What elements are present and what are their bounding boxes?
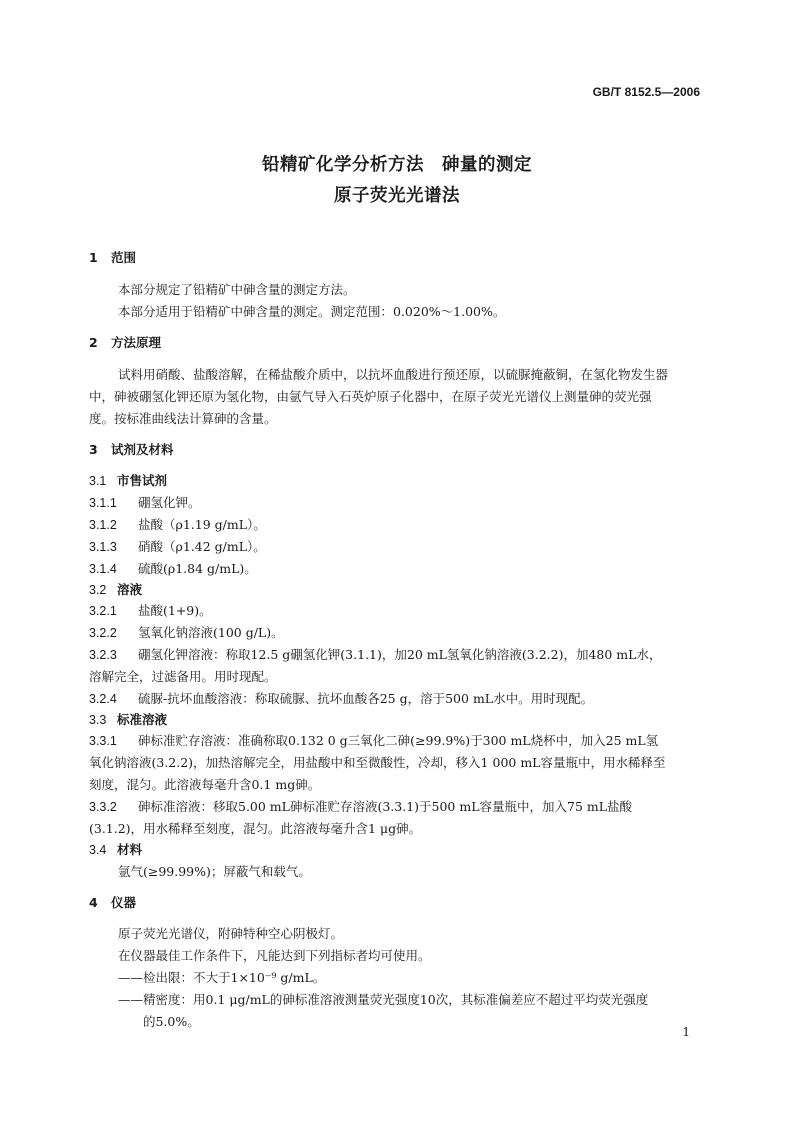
section-number: 2 [89,335,98,350]
subsection-3-2 [89,584,142,597]
item-3-2-2 [89,627,284,640]
item-3-3-1 [89,735,658,748]
section-title: 试剂及材料 [111,442,174,457]
section-title: 方法原理 [111,335,162,350]
paragraph-line: 试料用硝酸、盐酸溶解，在稀盐酸介质中，以抗坏血酸进行预还原，以硫脲掩蔽铜，在氢化物发生器 [118,367,669,382]
item-continuation: (3.1.2)，用水稀释至刻度，混匀。此溶液每毫升含1 μg砷。 [89,821,422,836]
subsection-3-3 [89,714,167,727]
section-4-heading [89,897,136,910]
page-title: 铅精矿化学分析方法 砷量的测定 [262,155,532,175]
page-subtitle: 原子荧光光谱法 [334,186,460,206]
subsection-3-1 [89,475,167,488]
item-3-2-4 [89,693,593,706]
section-title: 范围 [111,250,137,265]
paragraph-line: 中，砷被硼氢化钾还原为氢化物，由氩气导入石英炉原子化器中，在原子荧光光谱仪上测量砷的荧光强 [89,389,652,404]
item-number: 3.3.2 [89,800,117,814]
item-3-1-3 [89,541,266,554]
item-number: 3.3.1 [89,734,117,748]
subsection-title: 标准溶液 [117,712,168,727]
item-number: 3.2.4 [89,692,117,706]
item-text: 硫酸(ρ1.84 g/mL)。 [138,561,257,576]
bullet-continuation: 的5.0%。 [143,1014,200,1029]
paragraph: 本部分适用于铅精矿中砷含量的测定。测定范围：0.020%～1.00%。 [118,304,506,319]
item-text: 氢氧化钠溶液(100 g/L)。 [138,625,284,640]
item-text: 硼氢化钾溶液：称取12.5 g硼氢化钾(3.1.1)，加20 mL氢氧化钠溶液(3.2.2)，加480 mL水， [138,647,662,662]
subsection-number: 3.4 [89,843,107,857]
item-text: 盐酸(1+9)。 [138,603,212,618]
item-continuation: 氧化钠溶液(3.2.2)，加热溶解完全，用盐酸中和至微酸性，冷却，移入1 000 mL容量瓶中，用水稀释至 [89,755,666,770]
item-3-1-1 [89,497,201,510]
item-number: 3.1.1 [89,496,117,510]
section-number: 4 [89,895,98,910]
paragraph: 原子荧光光谱仪，附砷特种空心阴极灯。 [118,926,344,941]
item-continuation: 溶解完全，过滤备用。用时现配。 [89,669,277,684]
item-continuation: 刻度，混匀。此溶液每毫升含0.1 mg砷。 [89,777,321,792]
item-number: 3.1.4 [89,562,117,576]
item-3-1-4 [89,563,257,576]
section-1-heading [89,252,136,265]
item-text: 砷标准溶液：移取5.00 mL砷标准贮存溶液(3.3.1)于500 mL容量瓶中，加入75 mL盐酸 [138,799,633,814]
item-number: 3.2.3 [89,648,117,662]
item-text: 硫脲-抗坏血酸溶液：称取硫脲、抗坏血酸各25 g，溶于500 mL水中。用时现配。 [138,691,594,706]
subsection-3-4 [89,844,142,857]
section-title: 仪器 [111,895,137,910]
section-number: 1 [89,250,98,265]
subsection-number: 3.2 [89,583,107,597]
standard-code: GB/T 8152.5—2006 [592,85,700,99]
item-text: 盐酸（ρ1.19 g/mL）。 [138,517,266,532]
item-text: 硼氢化钾。 [138,495,201,510]
page-number: 1 [682,1025,690,1039]
item-text: 砷标准贮存溶液：准确称取0.132 0 g三氧化二砷(≥99.9%)于300 mL烧杯中，加入25 mL氢 [138,733,659,748]
paragraph: 在仪器最佳工作条件下，凡能达到下列指标者均可使用。 [118,948,431,963]
subsection-number: 3.1 [89,474,107,488]
item-text: 硝酸（ρ1.42 g/mL）。 [138,539,266,554]
section-3-heading [89,444,174,457]
item-3-3-2 [89,801,632,814]
subsection-title: 材料 [117,842,143,857]
item-number: 3.1.3 [89,540,117,554]
item-number: 3.2.2 [89,626,117,640]
paragraph-line: 度。按标准曲线法计算砷的含量。 [89,411,277,426]
paragraph: 本部分规定了铅精矿中砷含量的测定方法。 [118,282,356,297]
item-3-2-1 [89,605,212,618]
item-3-1-2 [89,519,266,532]
paragraph: 氩气(≥99.99%)；屏蔽气和载气。 [118,864,311,879]
section-number: 3 [89,442,98,457]
subsection-title: 溶液 [117,582,143,597]
item-3-2-3 [89,649,661,662]
item-number: 3.2.1 [89,604,117,618]
subsection-title: 市售试剂 [117,473,168,488]
item-number: 3.1.2 [89,518,117,532]
bullet-item: ——精密度：用0.1 μg/mL的砷标准溶液测量荧光强度10次，其标准偏差应不超过平均荧光强度 [118,992,649,1007]
subsection-number: 3.3 [89,713,107,727]
bullet-item: ——检出限：不大于1×10⁻⁹ g/mL。 [118,970,326,985]
section-2-heading [89,337,161,350]
